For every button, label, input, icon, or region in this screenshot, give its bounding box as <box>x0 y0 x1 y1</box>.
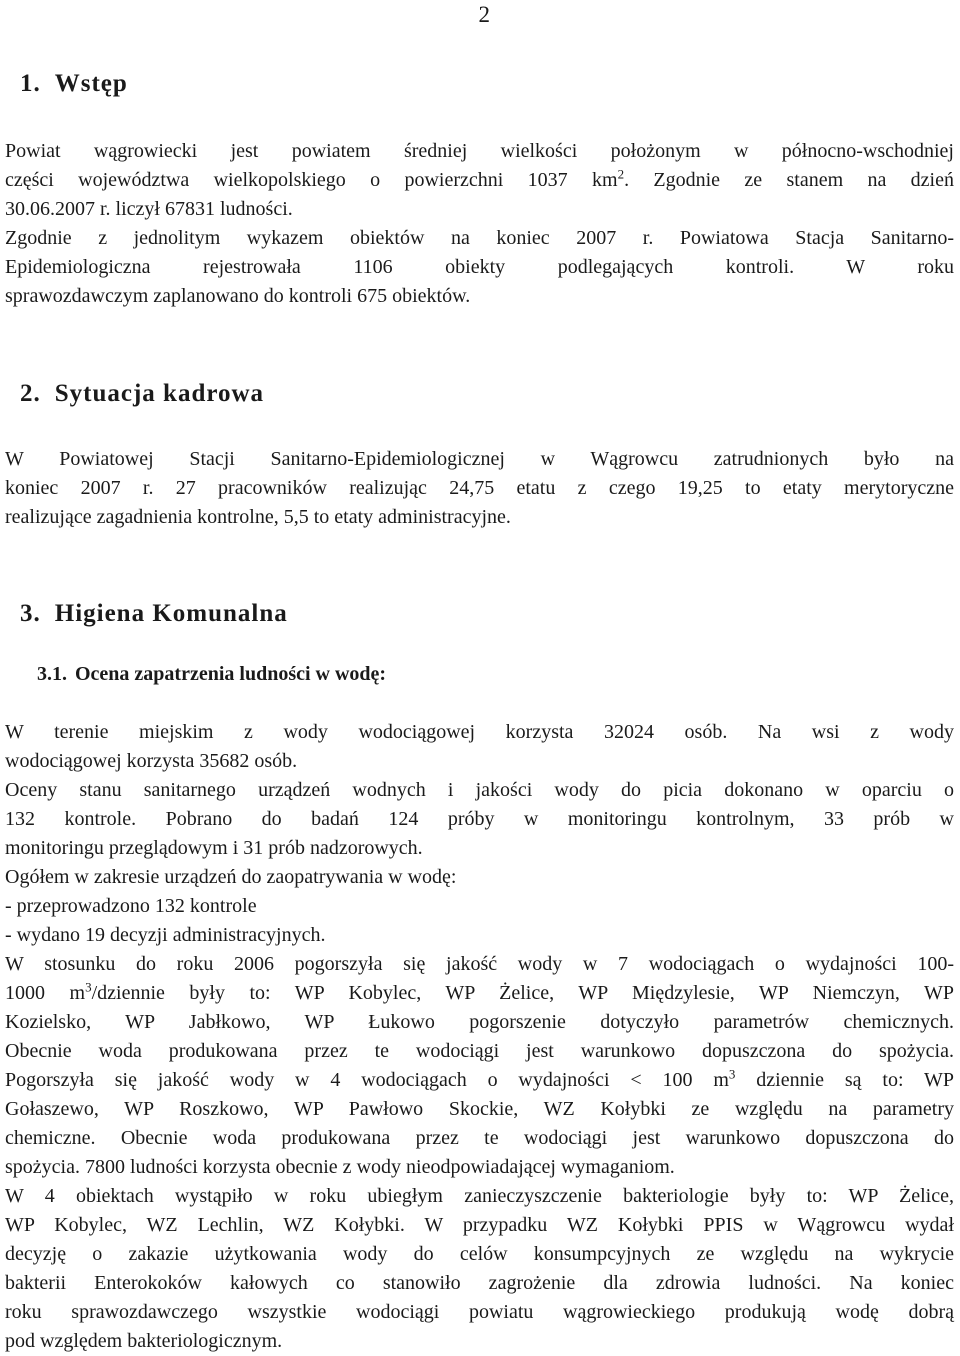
text-segment: 1000 m <box>5 982 86 1004</box>
subsection-3-1-heading <box>37 663 386 686</box>
section-title: Higiena Komunalna <box>54 600 288 627</box>
text-line: spożycia. 7800 ludności korzysta obecnie z wody nieodpowiadającej wymaganiom. <box>5 1156 675 1178</box>
text-line: Obecnie woda produkowana przez te wodociągi jest warunkowo dopuszczona do spożycia. <box>5 1040 954 1062</box>
text-line: W 4 obiektach wystąpiło w roku ubiegłym zanieczyszczenie bakteriologie były to: WP Żelice, <box>5 1185 954 1207</box>
text-segment: /dziennie były to: WP Kobylec, WP Żelice, WP Międzylesie, WP Niemczyn, WP <box>91 982 955 1004</box>
section-2-body <box>5 445 954 532</box>
text-line: realizujące zagadnienia kontrolne, 5,5 to etaty administracyjne. <box>5 506 511 528</box>
subsection-number: 3.1. <box>37 663 67 685</box>
section-title: Wstęp <box>54 70 128 97</box>
text-line: koniec 2007 r. 27 pracowników realizując 24,75 etatu z czego 19,25 to etaty merytoryczne <box>5 477 954 499</box>
text-line <box>5 979 954 1008</box>
text-line <box>5 166 954 195</box>
section-number: 2. <box>20 380 41 407</box>
text-line: Ogółem w zakresie urządzeń do zaopatrywania w wodę: <box>5 866 457 888</box>
text-line: 30.06.2007 r. liczył 67831 ludności. <box>5 198 293 220</box>
text-line: WP Kobylec, WZ Lechlin, WZ Kołybki. W przypadku WZ Kołybki PPIS w Wągrowcu wydał <box>5 1214 954 1236</box>
subsection-title: Ocena zapatrzenia ludności w wodę: <box>75 663 387 685</box>
text-line: chemiczne. Obecnie woda produkowana przez te wodociągi jest warunkowo dopuszczona do <box>5 1127 954 1149</box>
section-number: 3. <box>20 600 41 627</box>
text-segment: części województwa wielkopolskiego o powierzchni 1037 km <box>5 169 618 191</box>
list-item: - wydano 19 decyzji administracyjnych. <box>5 924 326 946</box>
text-line: W Powiatowej Stacji Sanitarno-Epidemiologicznej w Wągrowcu zatrudnionych było na <box>5 448 954 470</box>
text-line <box>5 1066 954 1095</box>
section-title: Sytuacja kadrowa <box>54 380 265 407</box>
text-line: Kozielsko, WP Jabłkowo, WP Łukowo pogorszenie dotyczyło parametrów chemicznych. <box>5 1011 954 1033</box>
section-3-heading <box>20 600 288 628</box>
text-line: pod względem bakteriologicznym. <box>5 1330 283 1352</box>
page-number: 2 <box>478 2 490 27</box>
section-2-heading <box>20 380 264 408</box>
text-segment: dziennie są to: WP <box>735 1069 954 1091</box>
text-line: Zgodnie z jednolitym wykazem obiektów na koniec 2007 r. Powiatowa Stacja Sanitarno- <box>5 227 954 249</box>
text-line: W terenie miejskim z wody wodociągowej korzysta 32024 osób. Na wsi z wody <box>5 721 954 743</box>
section-3-body <box>5 718 954 1356</box>
text-line: 132 kontrole. Pobrano do badań 124 próby w monitoringu kontrolnym, 33 prób w <box>5 808 954 830</box>
text-line: wodociągowej korzysta 35682 osób. <box>5 750 298 772</box>
text-line: bakterii Enterokoków kałowych co stanowiło zagrożenie dla zdrowia ludności. Na koniec <box>5 1272 954 1294</box>
section-number: 1. <box>20 70 41 97</box>
text-line: Gołaszewo, WP Roszkowo, WP Pawłowo Skockie, WZ Kołybki ze względu na parametry <box>5 1098 954 1120</box>
list-item: - przeprowadzono 132 kontrole <box>5 895 257 917</box>
text-line: roku sprawozdawczego wszystkie wodociągi powiatu wągrowieckiego produkują wodę dobrą <box>5 1301 954 1323</box>
text-segment: Pogorszyła się jakość wody w 4 wodociągach o wydajności < 100 m <box>5 1069 729 1091</box>
section-1-body <box>5 137 954 311</box>
text-line: Powiat wągrowiecki jest powiatem średniej wielkości położonym w północno-wschodniej <box>5 140 954 162</box>
superscript: 2 <box>617 166 625 182</box>
text-line: decyzję o zakazie użytkowania wody do celów konsumpcyjnych ze względu na wykrycie <box>5 1243 954 1265</box>
section-1-heading <box>20 70 128 98</box>
text-line: monitoringu przeglądowym i 31 prób nadzorowych. <box>5 837 423 859</box>
text-line: W stosunku do roku 2006 pogorszyła się jakość wody w 7 wodociągach o wydajności 100- <box>5 953 954 975</box>
superscript: 3 <box>728 1066 736 1082</box>
text-line: sprawozdawczym zaplanowano do kontroli 675 obiektów. <box>5 285 471 307</box>
superscript: 3 <box>85 979 92 995</box>
text-line: Epidemiologiczna rejestrowała 1106 obiekty podlegających kontroli. W roku <box>5 256 954 278</box>
text-segment: . Zgodnie ze stanem na dzień <box>624 169 954 191</box>
text-line: Oceny stanu sanitarnego urządzeń wodnych i jakości wody do picia dokonano w oparciu o <box>5 779 954 801</box>
